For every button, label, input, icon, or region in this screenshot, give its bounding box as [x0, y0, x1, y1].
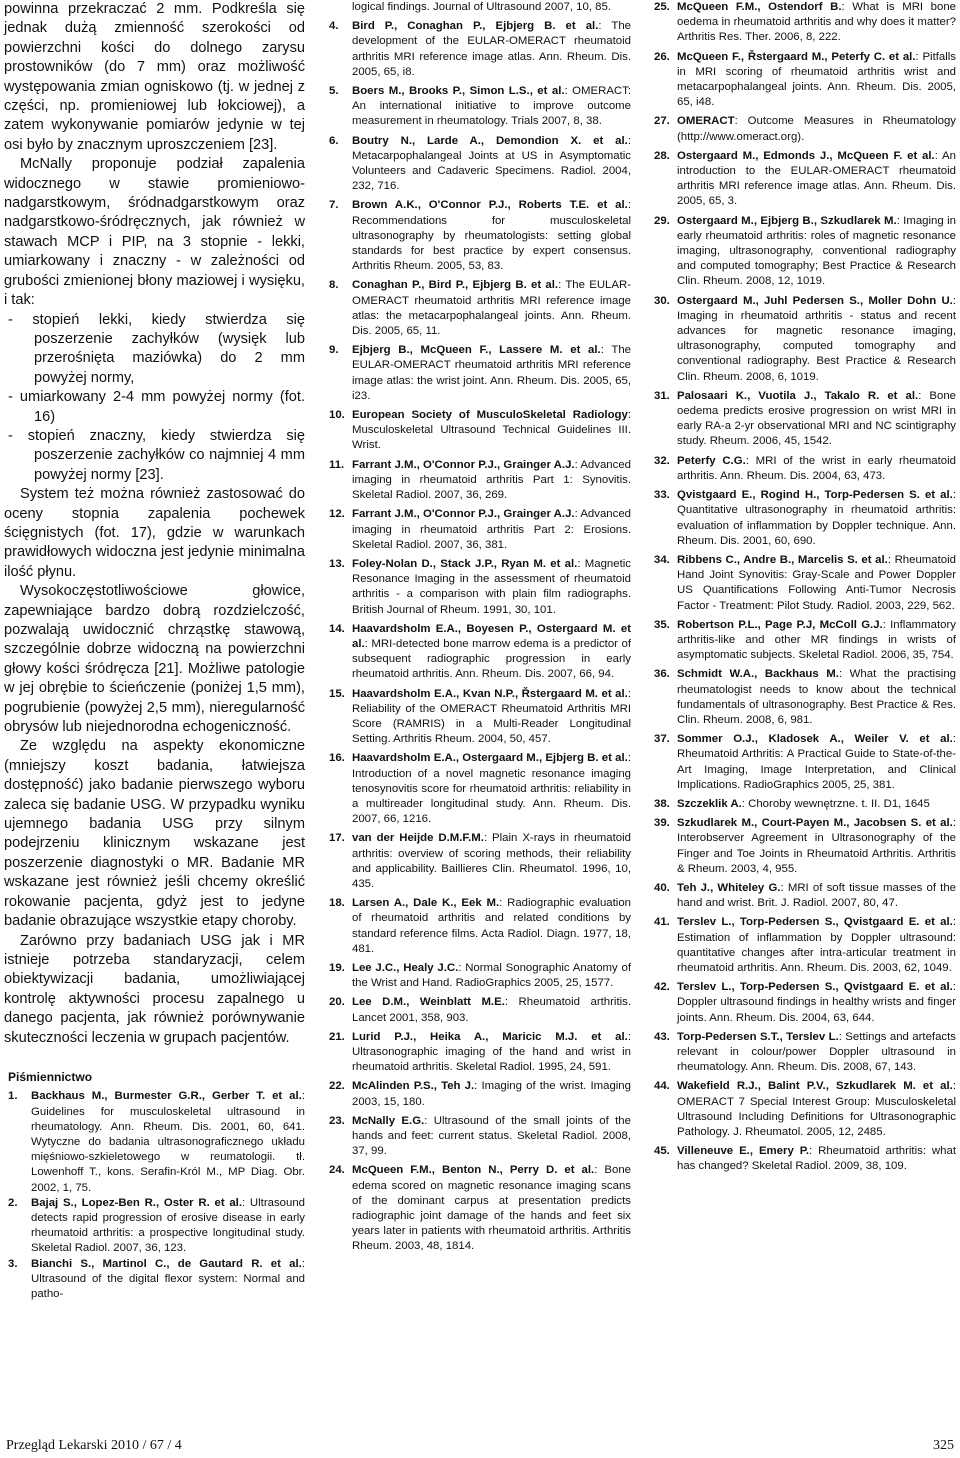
reference-item [329, 622, 631, 683]
reference-authors: Boutry N., Larde A., Demondion X. et al. [352, 134, 628, 147]
reference-item [329, 751, 631, 827]
reference-text: : Rheumatoid arthritis. Lancet 2001, 358, 903. [352, 996, 632, 1024]
page-number: 325 [933, 1438, 954, 1453]
reference-number: 43. [654, 1030, 670, 1043]
reference-text: : Settings and artefacts relevant in colour/power Doppler ultrasound in rheumatology. Ann. Rheum. Dis. 2008, 67, 143. [677, 1030, 956, 1074]
reference-text: : Plain X-rays in rheumatoid arthritis: overview of scoring methods, their reliability and applicability. Baillieres Clin. Rheumatol. 1996, 10, 435. [352, 832, 631, 890]
reference-number: 2. [8, 1196, 18, 1209]
reference-authors: Teh J., Whiteley G. [677, 881, 781, 894]
reference-text: : Magnetic Resonance Imaging in the assessment of rheumatoid arthritis - a comparison with plain film radiographs. British Journal of Rheum. 1991, 30, 101. [352, 557, 631, 616]
reference-text: : Inflammatory arthritis-like and other MR findings in wrists of asymptomatic subjects. Skeletal Radiol. 2006, 35, 754. [677, 618, 956, 662]
reference-number: 35. [654, 618, 670, 631]
reference-item [8, 1196, 305, 1257]
reference-number: 38. [654, 797, 670, 810]
reference-item [8, 1257, 305, 1303]
reference-number: 28. [654, 149, 670, 162]
reference-text: : Musculoskeletal Ultrasound Technical Guidelines III. Wrist. [352, 409, 631, 452]
reference-number: 19. [329, 961, 345, 974]
reference-number: 34. [654, 553, 670, 566]
reference-text: : Advanced imaging in rheumatoid arthritis Part 1: Synovitis. Skeletal Radiol. 2007, 36, 269. [352, 458, 631, 502]
reference-number: 32. [654, 454, 670, 467]
reference-number: 29. [654, 214, 670, 227]
reference-item [654, 389, 956, 450]
reference-number: 21. [329, 1030, 345, 1043]
reference-list-col2 [329, 19, 631, 1254]
paragraph: Wysokoczęstotliwościowe głowice, zapewniające bardzo dobrą rozdzielczość, pozwalają uwidocznić chrząstkę stawową, szczególnie dobrze widoczną na powierzchni głowy kości śródręcza [21]. Możliwe patologie w jej obrębie to ścieńczenie (poniżej 1,5 mm), pogrubienie (powyżej 2,5 mm), nieregularność obrysów lub niejednorodna echogeniczność. [4, 583, 305, 736]
reference-authors: Farrant J.M., O'Connor P.J., Grainger A.J. [352, 508, 575, 521]
reference-item [654, 0, 956, 46]
reference-number: 33. [654, 489, 670, 502]
reference-authors: Palosaari K., Vuotila J., Takalo R. et al. [677, 389, 919, 402]
reference-item [329, 1163, 631, 1254]
reference-text: : Quantitative ultrasonography in rheumatoid arthritis: evaluation of inflammation by Doppler technique. Ann. Rheum. Dis. 2001, 60, 690. [677, 489, 956, 547]
reference-number: 4. [329, 20, 339, 33]
reference-authors: Haavardsholm E.A., Boyesen P., Ostergaard M. et al. [352, 622, 631, 650]
reference-text: : What is MRI bone oedema in rheumatoid arthritis and why does it matter? Arthritis Res. Ther. 2006, 8, 222. [677, 1, 956, 44]
reference-number: 18. [329, 897, 345, 910]
reference-item [654, 1030, 956, 1076]
reference-item [654, 816, 956, 877]
reference-number: 5. [329, 85, 339, 98]
reference-number: 11. [329, 458, 345, 471]
reference-item [654, 1144, 956, 1174]
reference-item [654, 1079, 956, 1140]
reference-number: 17. [329, 832, 345, 845]
reference-item [329, 1030, 631, 1076]
paragraph: powinna przekraczać 2 mm. Podkreśla się jednak dużą zmienność szerokości od powierzchni kości do dolnego zarysu prostowników (do 7 mm) oraz możliwość występowania zmian ogniskowo (tj. w jednej z części, np. promieniowej lub łokciowej), a zatem wykonywanie pomiarów jedynie w tej osi było by znacznym uproszczeniem [23]. [4, 1, 305, 153]
reference-authors: Wakefield R.J., Balint P.V., Szkudlarek M. et al. [677, 1080, 953, 1093]
reference-item [329, 961, 631, 991]
reference-authors: Szkudlarek M., Court-Payen M., Jacobsen S. et al. [677, 817, 953, 830]
reference-authors: Schmidt W.A., Backhaus M. [677, 668, 839, 681]
reference-authors: OMERACT [677, 115, 735, 128]
reference-number: 9. [329, 344, 339, 357]
reference-text: : Reliability of the OMERACT Rheumatoid Arthritis MRI Score (RAMRIS) in a Multi-Reader Longitudinal Setting. Arthritis Rheum. 2004, 50, 457. [352, 687, 631, 746]
reference-number: 37. [654, 733, 670, 746]
reference-authors: McQueen F., Řstergaard M., Peterfy C. et al. [677, 50, 916, 63]
reference-text: : OMERACT: An international initiative to improve outcome measurement in rheumatology. Trials 2007, 8, 38. [352, 85, 632, 128]
reference-number: 41. [654, 916, 670, 929]
reference-number: 23. [329, 1114, 345, 1127]
reference-authors: Larsen A., Dale K., Eek M. [352, 897, 500, 910]
reference-text: : OMERACT 7 Special Interest Group: Musculoskeletal Ultrasound Including Definitions for Ultrasonographic Pathology. J. Rheumatol. 2005, 12, 2485. [677, 1080, 956, 1139]
reference-text: : Introduction of a novel magnetic resonance imaging tenosynovitis score for rheumatoid arthritis: reliability in a multireader longitudinal study. Ann. Rheum. Dis. 2007, 66, 1216. [352, 752, 631, 826]
reference-text: : Bone edema scored on magnetic resonance imaging scans of the dominant carpus at presentation predicts radiographic joint damage of the hands and feet six years later in patients with rheumatoid arthritis. Arthritis Rheum. 2003, 48, 1814. [352, 1164, 631, 1253]
reference-number: 26. [654, 50, 670, 63]
reference-authors: Ostergaard M., Juhl Pedersen S., Moller Dohn U. [677, 294, 953, 307]
reference-text: : What the practising rheumatologist needs to know about the technical fundamentals of ultrasonography. Best Practice & Res. Clin. Rheum. 2008, 6, 981. [677, 668, 956, 726]
reference-item [654, 980, 956, 1026]
bullet-item: - umiarkowany 2-4 mm powyżej normy (fot. 16) [8, 389, 305, 425]
reference-item [654, 553, 956, 614]
reference-authors: Lee D.M., Weinblatt M.E. [352, 996, 505, 1009]
reference-item [654, 618, 956, 664]
reference-authors: McAlinden P.S., Teh J. [352, 1080, 475, 1093]
reference-text: : Normal Sonographic Anatomy of the Wrist and Hand. RadioGraphics 2005, 25, 1577. [352, 961, 631, 990]
reference-item [329, 995, 631, 1025]
reference-authors: Sommer O.J., Kladosek A., Weiler V. et al. [677, 733, 953, 746]
reference-text: : Recommendations for musculoskeletal ultrasonography by rheumatologists: setting global standards for best practice by expert consensus. Arthritis Rheum. 2005, 53, 83. [352, 199, 631, 273]
reference-authors: Terslev L., Torp-Pedersen S., Qvistgaard E. et al. [677, 916, 953, 929]
reference-item [654, 667, 956, 728]
reference-text: : Imaging in early rheumatoid arthritis: roles of magnetic resonance imaging, ultrasonography, conventional radiography and computed tomography; Best Practice & Research Clin. Rheum. 2008, 12, 1019. [677, 214, 956, 288]
reference-text: : Radiographic evaluation of rheumatoid arthritis and related conditions by standard reference films. Acta Radiol. Diagn. 1977, 18, 481. [352, 897, 631, 955]
reference-number: 45. [654, 1145, 670, 1158]
reference-authors: European Society of MusculoSkeletal Radiology [352, 409, 628, 422]
reference-column-2 [329, 0, 631, 1259]
reference-text: : Metacarpophalangeal Joints at US in Asymptomatic Volunteers and Cadaveric Specimens. Radiol. 2004, 232, 716. [352, 134, 631, 193]
reference-item [329, 507, 631, 553]
reference-authors: Ribbens C., Andre B., Marcelis S. et al. [677, 553, 888, 566]
reference-authors: Ejbjerg B., McQueen F., Lassere M. et al. [352, 344, 601, 357]
reference-authors: Haavardsholm E.A., Ostergaard M., Ejbjerg B. et al. [352, 752, 628, 765]
reference-item [654, 294, 956, 385]
reference-authors: Ostergaard M., Edmonds J., McQueen F. et al. [677, 149, 935, 162]
reference-text: : Imaging of the wrist. Imaging 2003, 15, 180. [352, 1080, 631, 1108]
reference-text: : Outcome Measures in Rheumatology (http://www.omeract.org). [677, 115, 956, 143]
reference-list-col1 [8, 1089, 305, 1302]
reference-item [654, 797, 956, 812]
reference-text: : Guidelines for musculoskeletal ultrasound in rheumatology. Ann. Rheum. Dis. 2001, 60, 641. Wytyczne do badania ultrasonograficznego układu mięśniowo-szkieletowego w reumatologii. tł. Lowenhoff T., kons. Serafin-Król M., MP Diag. Obr. 2002, 1, 75. [31, 1090, 305, 1194]
reference-text: : Ultrasound detects rapid progression of erosive disease in early rheumatoid arthritis: a prospective longitudinal study. Skeletal Radiol. 2007, 36, 123. [31, 1196, 305, 1255]
reference-column-3 [654, 0, 956, 1179]
reference-item [329, 134, 631, 195]
reference-text: : The EULAR-OMERACT rheumatoid arthritis MRI reference image atlas: the wrist joint. Ann. Rheum. Dis. 2005, 65, i23. [352, 344, 631, 402]
reference-authors: Haavardsholm E.A., Kvan N.P., Řstergaard M. et al. [352, 687, 628, 700]
reference-authors: Lurid P.J., Heika A., Maricic M.J. et al. [352, 1030, 628, 1043]
reference-authors: Backhaus M., Burmester G.R., Gerber T. et al. [31, 1090, 302, 1103]
reference-text: : The development of the EULAR-OMERACT rheumatoid arthritis MRI reference image atlas. Ann. Rheum. Dis. 2005, 65, i8. [352, 20, 631, 78]
journal-footer: Przegląd Lekarski 2010 / 67 / 4 [6, 1438, 182, 1453]
reference-authors: Peterfy C.G. [677, 454, 746, 467]
reference-text: : MRI of the wrist in early rheumatoid arthritis. Ann. Rheum. Dis. 2004, 63, 473. [677, 454, 957, 482]
reference-authors: McNally E.G. [352, 1114, 425, 1127]
reference-item [329, 896, 631, 957]
reference-authors: Boers M., Brooks P., Simon L.S., et al. [352, 85, 565, 98]
reference-authors: Qvistgaard E., Rogind H., Torp-Pedersen S. et al. [677, 489, 953, 502]
reference-item [329, 1079, 631, 1109]
reference-authors: Szczeklik A. [677, 797, 742, 810]
reference-number: 24. [329, 1164, 345, 1177]
reference-authors: Foley-Nolan D., Stack J.P., Ryan M. et al. [352, 557, 578, 570]
reference-number: 31. [654, 389, 670, 402]
reference-text: : Rheumatoid Hand Joint Synovitis: Gray-Scale and Power Doppler US Quantifications Following Anti-Tumor Necrosis Factor - Treatment: Pilot Study. Radiol. 2003, 229, 562. [677, 553, 956, 612]
reference-number: 30. [654, 294, 670, 307]
reference-text: : Interobserver Agreement in Ultrasonography of the Finger and Toe Joints in Rheumatoid Arthritis. Arthritis & Rheum. 2003, 4, 955. [677, 817, 956, 875]
reference-text: : Rheumatoid Arthritis: A Practical Guide to State-of-the-Art Imaging, Image Interpretation, and Clinical Implications. RadioGraphics 2005, 25, 381. [677, 733, 956, 791]
bullet-item: - stopień znaczny, kiedy stwierdza się poszerzenie zachyłków co najmniej 4 mm powyżej normy [23]. [8, 427, 305, 483]
reference-text: : Choroby wewnętrzne. t. II. D1, 1645 [741, 797, 930, 810]
reference-item [329, 198, 631, 274]
reference-item [329, 687, 631, 748]
reference-authors: Conaghan P., Bird P., Ejbjerg B. et al. [352, 279, 559, 292]
reference-number: 20. [329, 996, 345, 1009]
reference-item [329, 458, 631, 504]
reference-authors: van der Heijde D.M.F.M. [352, 832, 484, 845]
reference-number: 3. [8, 1257, 18, 1270]
reference-number: 40. [654, 881, 670, 894]
reference-authors: Villeneuve E., Emery P. [677, 1145, 810, 1158]
reference-item [329, 84, 631, 130]
reference-number: 16. [329, 752, 345, 765]
reference-text: : Pitfalls in MRI scoring of rheumatoid arthritis wrist and metacarpophalangeal joints. Ann. Rheum. Dis. 2005, 65, i48. [677, 50, 956, 109]
paragraph: McNally proponuje podział zapalenia widocznego w stawie promieniowo-nadgarstkowym, śródnadgarstkowym oraz nadgarstkowo-śródręcznych, jak również w stawach MCP i PIP, na 3 stopnie - lekki, umiarkowany i znaczny - w zależności od grubości zmienionej błony maziowej i wysięku, i tak: [4, 156, 305, 309]
reference-text: : Advanced imaging in rheumatoid arthritis Part 2: Erosions. Skeletal Radiol. 2007, 36, 381. [352, 508, 631, 551]
bullet-item: - stopień lekki, kiedy stwierdza się poszerzenie zachyłków (wysięk lub przerośnięta maziówka) do 2 mm powyżej normy, [8, 311, 305, 386]
reference-number: 15. [329, 687, 345, 700]
reference-text: : Estimation of inflammation by Doppler ultrasound: quantitative changes after intra-articular treatment in rheumatoid arthritis. Ann. Rheum. Dis. 2003, 62, 1049. [677, 916, 956, 974]
reference-authors: Bianchi S., Martinol C., de Gautard R. et al. [31, 1257, 302, 1270]
reference-number: 12. [329, 508, 345, 521]
reference-authors: Lee J.C., Healy J.C. [352, 961, 459, 974]
reference-item [654, 881, 956, 911]
reference-text: : Ultrasound of the digital flexor system: Normal and patho- [31, 1257, 305, 1300]
reference-text: : Ultrasonographic imaging of the hand and wrist in rheumatoid arthritis. Skeletal Radiol. 1995, 24, 591. [352, 1030, 631, 1074]
reference-item [654, 214, 956, 290]
reference-number: 6. [329, 134, 339, 147]
reference-authors: Bird P., Conaghan P., Ejbjerg B. et al. [352, 20, 599, 33]
reference-continuation: logical findings. Journal of Ultrasound 2007, 10, 85. [352, 1, 611, 13]
reference-number: 13. [329, 557, 345, 570]
reference-number: 36. [654, 668, 670, 681]
paragraph: Zarówno przy badaniach USG jak i MR istnieje potrzeba standaryzacji, celem obiektywizacji badania, umożliwiającej kontrolę aktywności procesu zapalnego u danego pacjenta, jak również porównywanie skuteczności leczenia w grupach pacjentów. [4, 932, 305, 1046]
reference-item [329, 19, 631, 80]
reference-text: : Doppler ultrasound findings in healthy wrists and finger joints. Ann. Rheum. Dis. 2004, 63, 644. [677, 981, 956, 1024]
text-column-1 [4, 0, 305, 1302]
reference-text: : An introduction to the EULAR-OMERACT rheumatoid arthritis MRI reference image atlas. Ann. Rheum. Dis. 2005, 65, 3. [677, 149, 956, 208]
reference-text: : The EULAR-OMERACT rheumatoid arthritis MRI reference image atlas: the metacarpophalangeal joints. Ann. Rheum. Dis. 2005, 65, 11. [352, 279, 631, 338]
paragraph: System też można również zastosować do oceny stopnia zapalenia pochewek ścięgnistych (fot. 17), gdzie w warunkach prawidłowych widoczna jest jedynie minimalna ilość płynu. [4, 486, 305, 580]
reference-item [329, 278, 631, 339]
reference-authors: McQueen F.M., Benton N., Perry D. et al. [352, 1164, 595, 1177]
reference-number: 10. [329, 409, 345, 422]
reference-number: 44. [654, 1080, 670, 1093]
reference-authors: Robertson P.L., Page P.J, McColl G.J. [677, 618, 883, 631]
reference-number: 8. [329, 279, 339, 292]
reference-item [654, 149, 956, 210]
reference-item [329, 408, 631, 454]
reference-item [329, 557, 631, 618]
reference-number: 25. [654, 1, 670, 13]
reference-item [654, 488, 956, 549]
reference-item [329, 1114, 631, 1160]
reference-authors: Farrant J.M., O'Connor P.J., Grainger A.J. [352, 458, 575, 471]
reference-authors: Torp-Pedersen S.T., Terslev L. [677, 1030, 839, 1043]
references-heading: Piśmiennictwo [8, 1069, 93, 1084]
reference-text: : MRI-detected bone marrow edema is a predictor of subsequent radiographic progression in early rheumatoid arthritis. Ann. Rheum. Dis. 2007, 66, 94. [352, 637, 631, 681]
reference-number: 27. [654, 115, 670, 128]
reference-authors: Brown A.K., O'Connor P.J., Roberts T.E. et al. [352, 199, 628, 212]
reference-text: : Rheumatoid arthritis: what has changed? Skeletal Radiol. 2009, 38, 109. [677, 1145, 956, 1173]
reference-number: 39. [654, 817, 670, 830]
reference-item [654, 732, 956, 793]
reference-authors: McQueen F.M., Ostendorf B. [677, 1, 842, 13]
reference-item [654, 915, 956, 976]
reference-number: 7. [329, 199, 339, 212]
paragraph: Ze względu na aspekty ekonomiczne (mniejszy koszt badania, łatwiejsza dostępność) jako badanie pierwszego wyboru zaleca się badanie USG. W przypadku wyniku ujemnego badania USG przy silnym podejrzeniu klinicznym wskazane jest poszerzenie diagnostyki o MR. Badanie MR wskazane jest również jeśli chcemy określić rokowanie pacjenta, gdyż jest to jedyne badanie obrazujące wszystkie etapy choroby. [4, 738, 305, 930]
reference-authors: Bajaj S., Lopez-Ben R., Oster R. et al. [31, 1196, 243, 1209]
reference-text: : MRI of soft tissue masses of the hand and wrist. Brit. J. Radiol. 2007, 80, 47. [677, 881, 956, 910]
reference-authors: Terslev L., Torp-Pedersen S., Qvistgaard E. et al. [677, 981, 953, 994]
reference-item [654, 114, 956, 144]
reference-number: 14. [329, 622, 345, 635]
reference-item [329, 343, 631, 404]
reference-text: : Ultrasound of the small joints of the hands and feet: current status. Skeletal Radiol. 2008, 37, 99. [352, 1114, 631, 1158]
reference-text: : Bone oedema predicts erosive progression on wrist MRI in early RA-a 2-yr observational MRI and NC scintigraphy study. Rheum. 2006, 45, 1542. [677, 389, 957, 448]
reference-item [329, 831, 631, 892]
reference-number: 22. [329, 1080, 345, 1093]
reference-list-col3 [654, 0, 956, 1175]
reference-number: 1. [8, 1090, 18, 1103]
reference-text: : Imaging in rheumatoid arthritis - status and recent advances for magnetic resonance imaging, ultrasonography, computed tomography and conventional radiography. Best Practice & Research Clin. Rheum. 2008, 6, 1019. [677, 294, 956, 383]
reference-item [654, 50, 956, 111]
reference-item [654, 454, 956, 484]
reference-number: 42. [654, 981, 670, 994]
reference-item [8, 1089, 305, 1195]
reference-authors: Ostergaard M., Ejbjerg B., Szkudlarek M. [677, 214, 897, 227]
